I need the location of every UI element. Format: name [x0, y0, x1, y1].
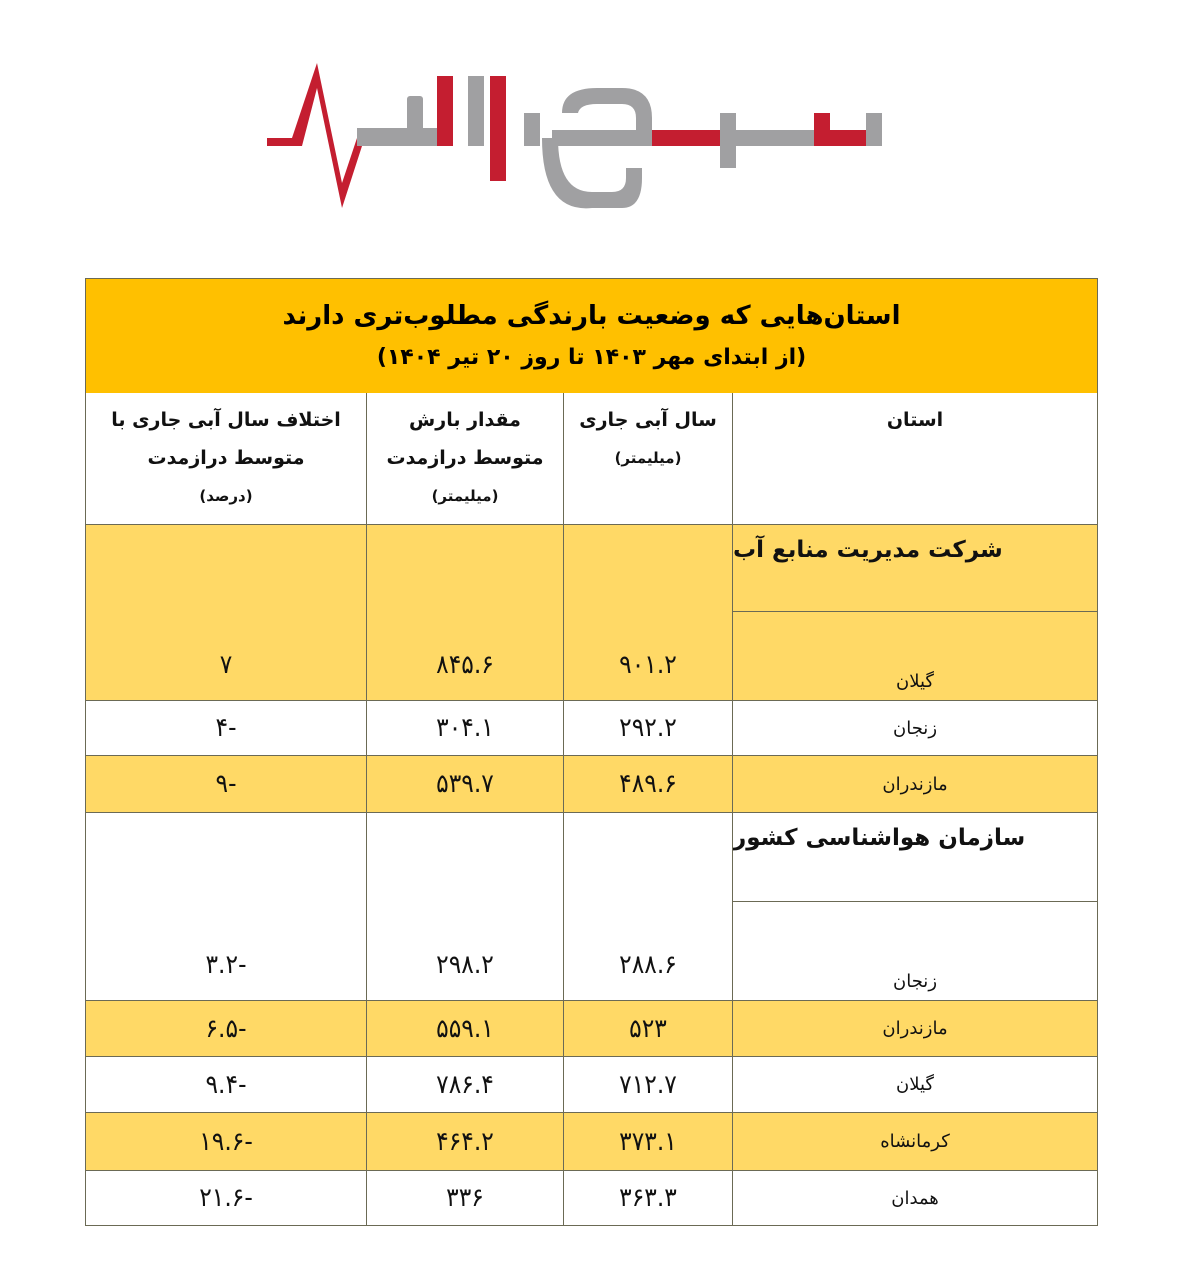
province-name: کرمانشاه [880, 1131, 950, 1152]
province-name: زنجان [892, 971, 938, 992]
header-longterm-label-2: متوسط درازمدت [386, 447, 544, 469]
table-title-band [86, 279, 1097, 394]
section-title-label: سازمان هواشناسی کشور [733, 825, 1026, 851]
longterm-value: ۵۳۹.۷ [436, 769, 494, 799]
cell-longterm [367, 756, 564, 813]
diff-value: -۲۱.۶ [199, 1183, 253, 1213]
section-title-water-resources [733, 525, 1097, 612]
table-row-province [733, 1057, 1097, 1113]
cell-current [564, 701, 733, 756]
table-row-province [733, 612, 1097, 701]
cell-diff [86, 813, 367, 1001]
diff-value: -۳.۲ [205, 950, 247, 980]
table-row-province [733, 1001, 1097, 1057]
longterm-value: ۳۳۶ [446, 1183, 484, 1213]
header-diff-label-2: متوسط درازمدت [147, 447, 305, 469]
cell-current [564, 1057, 733, 1113]
longterm-value: ۴۶۴.۲ [436, 1126, 494, 1157]
cell-current [564, 1113, 733, 1171]
province-name: مازندران [882, 773, 948, 795]
logo [262, 58, 892, 218]
province-name: مازندران [882, 1018, 948, 1039]
current-value: ۳۶۳.۳ [619, 1183, 677, 1213]
rainfall-table [85, 278, 1098, 1226]
table-subtitle: (از ابتدای مهر ۱۴۰۳ تا روز ۲۰ تیر ۱۴۰۴) [376, 345, 807, 370]
header-diff-unit: (درصد) [199, 487, 253, 505]
current-value: ۳۷۳.۱ [619, 1126, 677, 1157]
province-name: زنجان [892, 717, 938, 739]
province-name: همدان [891, 1187, 939, 1209]
header-diff [86, 393, 367, 525]
cell-diff [86, 701, 367, 756]
current-value: ۲۸۸.۶ [619, 950, 677, 980]
header-current-year-label: سال آبی جاری [579, 409, 717, 431]
section-title-meteorological-org [733, 813, 1097, 902]
table-row-province [733, 1171, 1097, 1225]
section-title-label: شرکت مدیریت منابع آب [733, 537, 1003, 563]
header-longterm-label: مقدار بارش [409, 409, 521, 431]
cell-current [564, 1001, 733, 1057]
longterm-value: ۳۰۴.۱ [436, 713, 494, 743]
cell-longterm [367, 813, 564, 1001]
diff-value: -۹ [215, 769, 237, 799]
header-current-year-unit: (میلیمتر) [614, 449, 682, 467]
diff-value: -۴ [215, 713, 237, 743]
cell-current [564, 1171, 733, 1225]
cell-longterm [367, 1113, 564, 1171]
current-value: ۹۰۱.۲ [619, 650, 677, 680]
cell-diff [86, 1001, 367, 1057]
header-province [733, 393, 1097, 525]
header-diff-label: اختلاف سال آبی جاری با [111, 409, 341, 431]
diff-value: ۷ [219, 650, 233, 680]
cell-longterm [367, 1057, 564, 1113]
cell-longterm [367, 701, 564, 756]
header-province-label: استان [886, 409, 944, 431]
cell-diff [86, 756, 367, 813]
cell-longterm [367, 1001, 564, 1057]
current-value: ۵۲۳ [629, 1013, 667, 1044]
cell-diff [86, 1171, 367, 1225]
table-row-province [733, 902, 1097, 1001]
header-longterm-unit: (میلیمتر) [431, 487, 499, 505]
cell-diff [86, 1057, 367, 1113]
current-value: ۲۹۲.۲ [619, 713, 677, 743]
longterm-value: ۷۸۶.۴ [436, 1069, 494, 1100]
diff-value: -۶.۵ [205, 1013, 247, 1044]
longterm-value: ۸۴۵.۶ [436, 650, 494, 680]
header-longterm [367, 393, 564, 525]
longterm-value: ۵۵۹.۱ [436, 1013, 494, 1044]
diff-value: -۱۹.۶ [199, 1126, 253, 1157]
province-name: گیلان [896, 1074, 934, 1095]
table-row-province [733, 1113, 1097, 1171]
table-row-province [733, 701, 1097, 756]
cell-current [564, 756, 733, 813]
cell-current [564, 813, 733, 1001]
table-title: استان‌هایی که وضعیت بارندگی مطلوب‌تری دارند [282, 301, 901, 331]
header-current-year [564, 393, 733, 525]
cell-diff [86, 525, 367, 701]
table-row-province [733, 756, 1097, 813]
logo-heartbeat-icon [262, 58, 892, 218]
province-name: گیلان [896, 671, 934, 692]
cell-current [564, 525, 733, 701]
longterm-value: ۲۹۸.۲ [436, 950, 494, 980]
current-value: ۴۸۹.۶ [619, 769, 677, 799]
cell-diff [86, 1113, 367, 1171]
current-value: ۷۱۲.۷ [619, 1069, 677, 1100]
diff-value: -۹.۴ [205, 1069, 247, 1100]
cell-longterm [367, 525, 564, 701]
cell-longterm [367, 1171, 564, 1225]
